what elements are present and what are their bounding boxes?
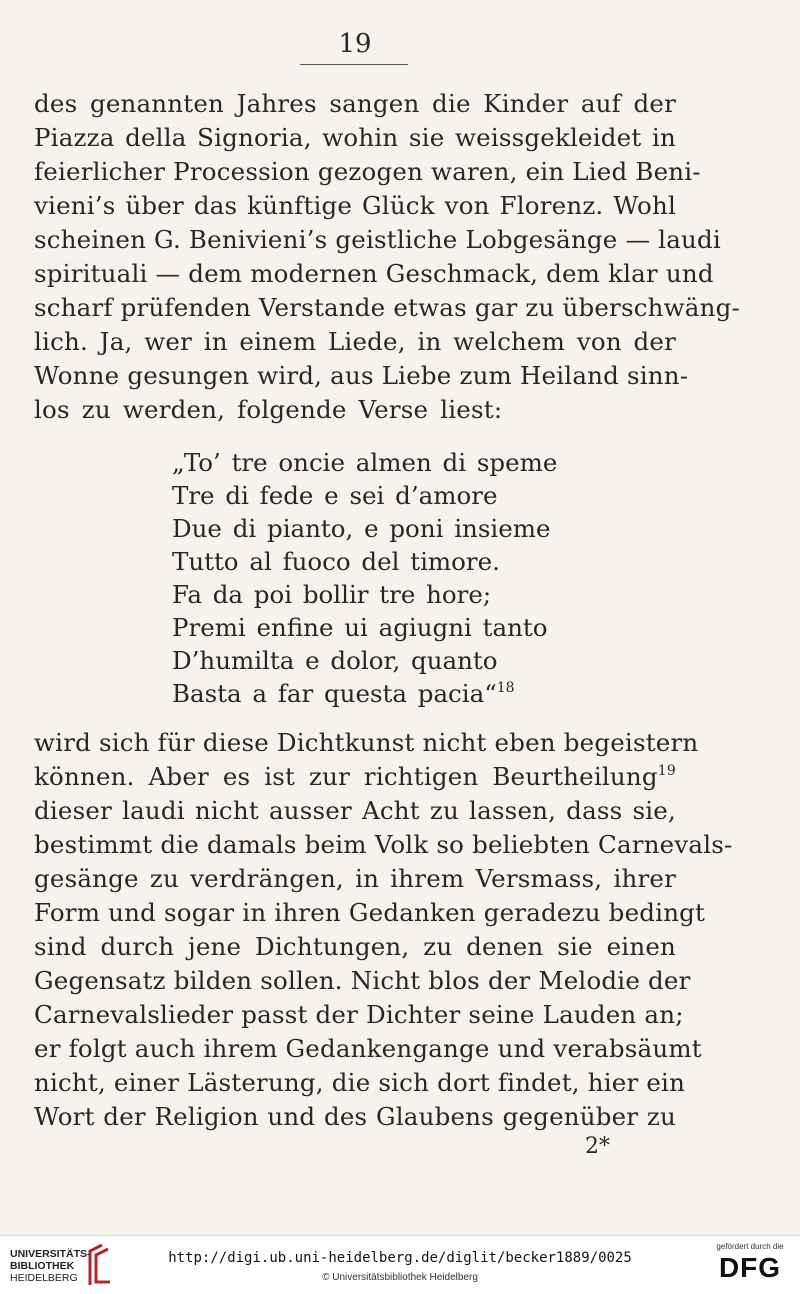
text-line: feierlicher Procession gezogen waren, ein Lied Beni-: [34, 157, 701, 186]
verse-line: D’humilta e dolor, quanto: [172, 646, 498, 675]
library-name-line: BIBLIOTHEK: [10, 1260, 75, 1272]
verse-line: Due di pianto, e poni insieme: [172, 514, 551, 543]
signature-mark: 2*: [585, 1134, 610, 1159]
text-line: spirituali — dem modernen Geschmack, dem klar und: [34, 259, 714, 288]
text-line: Carnevalslieder passt der Dichter seine Lauden an;: [34, 1000, 684, 1029]
text-line: Piazza della Signoria, wohin sie weissgekleidet in: [34, 123, 676, 152]
text-line: nicht, einer Lästerung, die sich dort findet, hier ein: [34, 1068, 686, 1097]
text-line: bestimmt die damals beim Volk so beliebten Carnevals-: [34, 830, 733, 859]
verse-line-text: Basta a far questa pacia“: [172, 679, 497, 708]
verse-line: Tutto al fuoco del timore.: [172, 547, 500, 576]
text-line: wird sich für diese Dichtkunst nicht eben begeistern: [34, 728, 699, 757]
text-line: sind durch jene Dichtungen, zu denen sie einen: [34, 932, 676, 961]
verse-line: Tre di fede e sei d’amore: [172, 481, 498, 510]
footer-bar: [0, 1235, 800, 1294]
verse-line: „To’ tre oncie almen di speme: [172, 448, 558, 477]
verse-line: Premi enfine ui agiugni tanto: [172, 613, 548, 642]
text-line: Gegensatz bilden sollen. Nicht blos der Melodie der: [34, 966, 691, 995]
footnote-marker: 18: [496, 680, 515, 696]
text-line: des genannten Jahres sangen die Kinder auf der: [34, 89, 676, 118]
copyright-notice: © Universitätsbibliothek Heidelberg: [322, 1272, 478, 1283]
text-line: er folgt auch ihrem Gedankengange und verabsäumt: [34, 1034, 702, 1063]
text-line: los zu werden, folgende Verse liest:: [34, 395, 503, 424]
text-line: scheinen G. Benivieni’s geistliche Lobgesänge — laudi: [34, 225, 721, 254]
library-name-line: HEIDELBERG: [10, 1272, 78, 1284]
text-line: Form und sogar in ihren Gedanken geradezu bedingt: [34, 898, 706, 927]
footnote-marker: 19: [657, 763, 676, 779]
text-line: Wonne gesungen wird, aus Liebe zum Heiland sinn-: [34, 361, 689, 390]
verse-line: Fa da poi bollir tre hore;: [172, 580, 492, 609]
text-line: Wort der Religion und des Glaubens gegenüber zu: [34, 1102, 676, 1131]
citation-link[interactable]: http://digi.ub.uni-heidelberg.de/diglit/becker1889/0025: [168, 1250, 632, 1266]
text-line: dieser laudi nicht ausser Acht zu lassen, dass sie,: [34, 796, 676, 825]
text-line-content: können. Aber es ist zur richtigen Beurtheilung: [34, 762, 658, 791]
verse-line: [172, 679, 515, 709]
text-line: lich. Ja, wer in einem Liede, in welchem von der: [34, 327, 676, 356]
text-line: gesänge zu verdrängen, in ihrem Versmass, ihrer: [34, 864, 676, 893]
funder-label: gefördert durch die: [716, 1242, 784, 1251]
text-line: vieni’s über das künftige Glück von Florenz. Wohl: [34, 191, 676, 220]
dfg-logo: DFG: [718, 1252, 782, 1283]
header-rule: [300, 64, 408, 65]
library-name-line: UNIVERSITÄTS-: [10, 1248, 91, 1260]
text-line: [34, 762, 676, 792]
text-line: scharf prüfenden Verstande etwas gar zu überschwäng-: [34, 293, 740, 322]
page-number: 19: [338, 29, 372, 59]
